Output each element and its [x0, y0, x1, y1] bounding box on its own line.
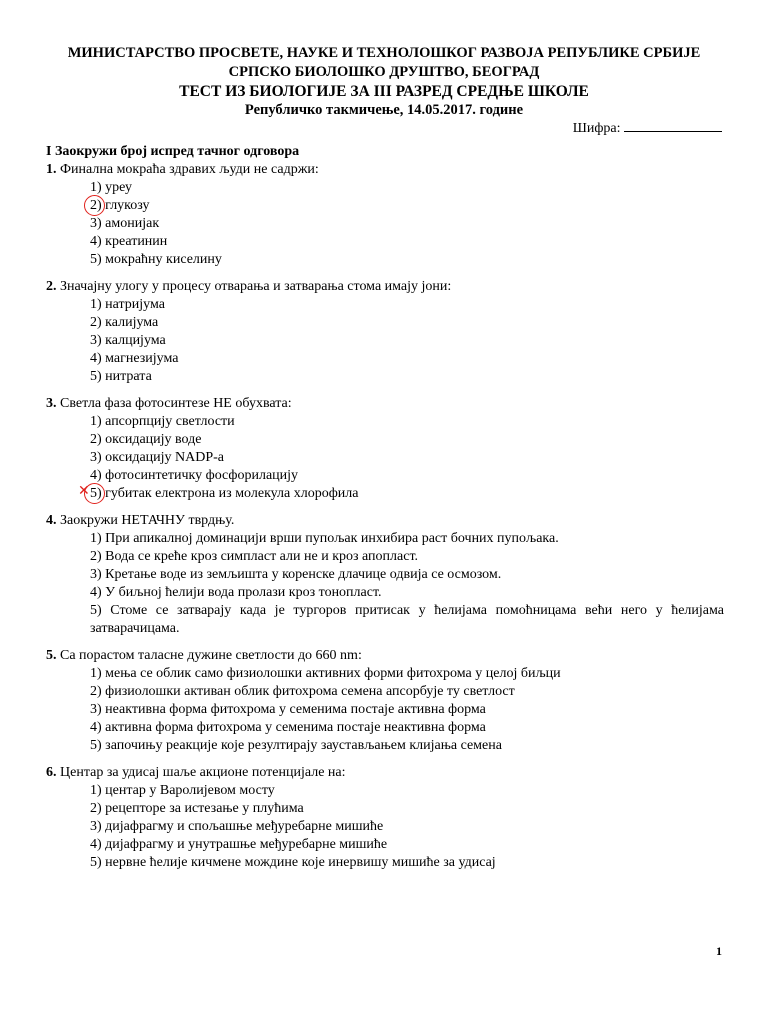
options-list — [46, 413, 724, 503]
option-5: 5) нитрата — [90, 369, 152, 384]
question-text — [46, 395, 724, 413]
cross-mark-icon: ✕ — [78, 483, 90, 499]
option-text: 5) губитак електрона из молекула хлорофила — [90, 486, 359, 501]
option-3: 3) амонијак — [90, 216, 160, 231]
option-3: 3) калцијума — [90, 333, 166, 348]
option-2 — [90, 197, 724, 215]
options-list — [46, 665, 724, 755]
ministry-line: МИНИСТАРСТВО ПРОСВЕТЕ, НАУКЕ И ТЕХНОЛОШКОГ РАЗВОЈА РЕПУБЛИКЕ СРБИЈЕ — [67, 45, 701, 61]
option-5: 5) нервне ћелије кичмене мождине које инервишу мишиће за удисај — [90, 855, 496, 870]
options-list — [46, 782, 724, 872]
code-blank-line — [624, 119, 722, 132]
options-list — [46, 179, 724, 269]
options-list — [46, 296, 724, 386]
option-2: 2) оксидацију воде — [90, 432, 202, 447]
question-4 — [46, 512, 724, 638]
option-4: 4) активна форма фитохрома у семенима постаје неактивна форма — [90, 720, 486, 735]
question-prompt: Светла фаза фотосинтезе НЕ обухвата: — [60, 396, 292, 411]
option-2: 2) рецепторе за истезање у плућима — [90, 801, 304, 816]
question-text — [46, 512, 724, 530]
code-field — [573, 119, 722, 138]
question-text — [46, 764, 724, 782]
option-3: 3) неактивна форма фитохрома у семенима постаје активна форма — [90, 702, 486, 717]
option-5: 5) започињу реакције које резултирају заустављањем клијања семена — [90, 738, 502, 753]
option-1: 1) натријума — [90, 297, 165, 312]
document-header — [0, 44, 768, 120]
question-prompt: Значајну улогу у процесу отварања и затварања стома имају јони: — [60, 279, 452, 294]
question-prompt: Заокружи НЕТАЧНУ тврдњу. — [60, 513, 235, 528]
question-6 — [46, 764, 724, 872]
question-1 — [46, 161, 724, 269]
option-2: 2) Вода се креће кроз симпласт али не и кроз апопласт. — [90, 549, 419, 564]
question-number: 1. — [46, 162, 57, 177]
test-title: ТЕСТ ИЗ БИОЛОГИЈЕ ЗА III РАЗРЕД СРЕДЊЕ ШКОЛЕ — [179, 83, 589, 100]
question-prompt: Финална мокраћа здравих људи не садржи: — [60, 162, 319, 177]
option-3: 3) Кретање воде из земљишта у коренске длачице одвија се осмозом. — [90, 567, 502, 582]
option-3: 3) дијафрагму и спољашње међуребарне мишиће — [90, 819, 384, 834]
option-3: 3) оксидацију NADP-а — [90, 450, 225, 465]
question-text — [46, 161, 724, 179]
question-5 — [46, 647, 724, 755]
question-3 — [46, 395, 724, 503]
question-2 — [46, 278, 724, 386]
option-4: 4) фотосинтетичку фосфорилацију — [90, 468, 299, 483]
code-label: Шифра: — [572, 121, 621, 136]
section-title: I Заокружи број испред тачног одговора — [46, 144, 300, 159]
option-5 — [78, 483, 724, 503]
options-list — [46, 530, 724, 602]
option-1: 1) центар у Варолијевом мосту — [90, 783, 275, 798]
option-text: 5) Стоме се затварају када је тургоров притисак у ћелијама помоћницама већи него у ћелијама затварачицама. — [90, 603, 724, 636]
answer-circle-mark — [84, 483, 105, 504]
society-line: СРПСКО БИОЛОШКО ДРУШТВО, БЕОГРАД — [228, 64, 540, 80]
question-prompt: Са порастом таласне дужине светлости до 660 nm: — [60, 648, 362, 663]
option-4: 4) У биљној ћелији вода пролази кроз тонопласт. — [90, 585, 382, 600]
option-1: 1) При апикалној доминацији врши пупољак инхибира раст бочних пупољака. — [90, 531, 559, 546]
question-prompt: Центар за удисај шаље акционе потенцијале на: — [60, 765, 346, 780]
option-1: 1) апсорпцију светлости — [90, 414, 235, 429]
option-5: 5) мокраћну киселину — [90, 252, 222, 267]
question-text — [46, 278, 724, 296]
question-number: 4. — [46, 513, 57, 528]
option-4: 4) магнезијума — [90, 351, 179, 366]
option-1: 1) уреу — [90, 180, 133, 195]
question-number: 5. — [46, 648, 57, 663]
option-text: 2) глукозу — [90, 198, 150, 213]
option-2: 2) физиолошки активан облик фитохрома семена апсорбује ту светлост — [90, 684, 515, 699]
option-4: 4) дијафрагму и унутрашње међуребарне мишиће — [90, 837, 388, 852]
question-number: 3. — [46, 396, 57, 411]
page-number: 1 — [716, 944, 722, 958]
competition-line: Републичко такмичење, 14.05.2017. године — [244, 102, 524, 118]
option-1: 1) мења се облик само физиолошки активних форми фитохрома у целој биљци — [90, 666, 561, 681]
answer-circle-mark — [84, 195, 105, 216]
question-number: 2. — [46, 279, 57, 294]
question-text — [46, 647, 724, 665]
option-4: 4) креатинин — [90, 234, 168, 249]
question-number: 6. — [46, 765, 57, 780]
test-content — [46, 143, 724, 881]
option-2: 2) калијума — [90, 315, 159, 330]
option-5 — [46, 602, 724, 638]
